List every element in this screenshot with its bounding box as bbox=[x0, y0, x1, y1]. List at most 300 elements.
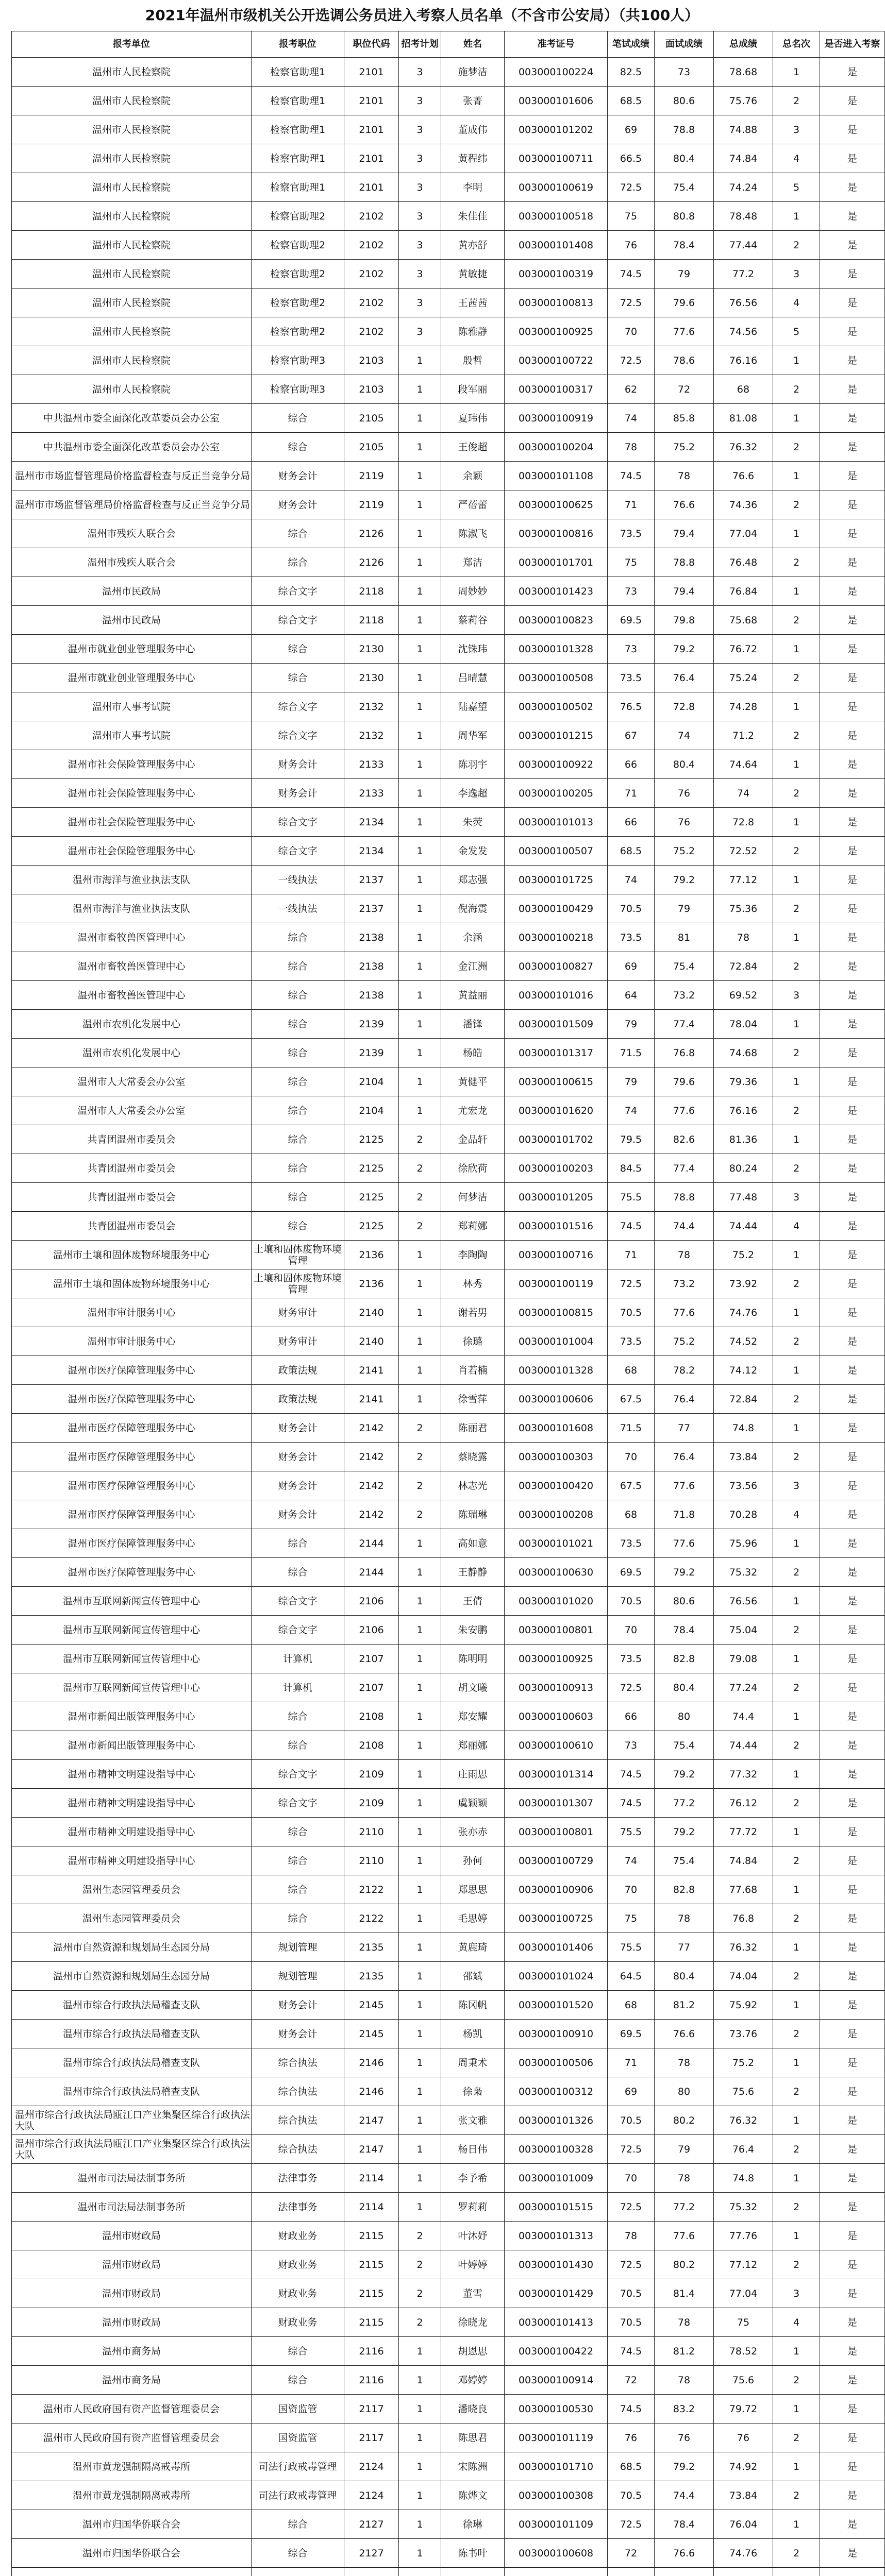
cell-unit: 温州市人民检察院 bbox=[12, 58, 252, 87]
cell-exam-number: 003000100312 bbox=[505, 2077, 608, 2106]
cell-name: 周妙妙 bbox=[441, 577, 505, 606]
cell-interview-score: 79.2 bbox=[655, 1818, 714, 1846]
cell-interview-score: 79.4 bbox=[655, 519, 714, 548]
cell-inspection: 是 bbox=[820, 952, 885, 981]
cell-unit: 温州市互联网新闻宣传管理中心 bbox=[12, 1587, 252, 1616]
cell-total-score: 75.6 bbox=[714, 2366, 773, 2395]
table-row bbox=[12, 519, 885, 548]
cell-plan: 1 bbox=[399, 2510, 441, 2539]
header-position-code: 职位代码 bbox=[344, 31, 399, 58]
cell-name: 庄雨思 bbox=[441, 1760, 505, 1789]
cell-exam-number bbox=[505, 2568, 608, 2576]
cell-total-score: 72.52 bbox=[714, 837, 773, 866]
cell-total-score: 74.36 bbox=[714, 490, 773, 519]
cell-exam-number: 003000101326 bbox=[505, 2106, 608, 2135]
cell-exam-number: 003000101109 bbox=[505, 2510, 608, 2539]
header-unit: 报考单位 bbox=[12, 31, 252, 58]
cell-inspection: 是 bbox=[820, 490, 885, 519]
cell-written-score: 71 bbox=[608, 2048, 655, 2077]
cell-rank: 1 bbox=[773, 1760, 820, 1789]
cell-total-score: 75.2 bbox=[714, 2048, 773, 2077]
cell-position: 综合执法 bbox=[252, 2077, 344, 2106]
cell-written-score: 82.5 bbox=[608, 58, 655, 87]
cell-position: 综合 bbox=[252, 923, 344, 952]
cell-rank: 1 bbox=[773, 1010, 820, 1039]
cell-written-score: 66.5 bbox=[608, 144, 655, 173]
table-row bbox=[12, 1443, 885, 1471]
cell-written-score: 74 bbox=[608, 866, 655, 894]
cell-inspection: 是 bbox=[820, 1760, 885, 1789]
cell-total-score: 74.88 bbox=[714, 115, 773, 144]
cell-plan: 1 bbox=[399, 2395, 441, 2424]
cell-unit: 温州市畜牧兽医管理中心 bbox=[12, 923, 252, 952]
table-row bbox=[12, 231, 885, 260]
cell-rank: 2 bbox=[773, 2250, 820, 2279]
table-row bbox=[12, 1616, 885, 1645]
cell-interview-score: 79.2 bbox=[655, 1558, 714, 1587]
cell-inspection: 是 bbox=[820, 1500, 885, 1529]
cell-inspection: 是 bbox=[820, 1471, 885, 1500]
cell-exam-number: 003000101701 bbox=[505, 548, 608, 577]
cell-plan: 1 bbox=[399, 1587, 441, 1616]
cell-position: 检察官助理1 bbox=[252, 58, 344, 87]
cell-rank: 1 bbox=[773, 635, 820, 664]
cell-position: 财政业务 bbox=[252, 2279, 344, 2308]
cell-exam-number: 003000100630 bbox=[505, 1558, 608, 1587]
cell-written-score: 72 bbox=[608, 2539, 655, 2568]
cell-exam-number: 003000101313 bbox=[505, 2222, 608, 2250]
cell-total-score: 76.12 bbox=[714, 1789, 773, 1818]
cell-unit: 温州市就业创业管理服务中心 bbox=[12, 635, 252, 664]
cell-position-code: 2137 bbox=[344, 866, 399, 894]
cell-rank: 1 bbox=[773, 808, 820, 837]
cell-total-score: 74.64 bbox=[714, 750, 773, 779]
cell-interview-score: 72.8 bbox=[655, 692, 714, 721]
cell-unit: 温州市市场监督管理局价格监督检查与反正当竞争分局 bbox=[12, 490, 252, 519]
cell-unit: 温州市新闻出版管理服务中心 bbox=[12, 1731, 252, 1760]
cell-rank: 2 bbox=[773, 1385, 820, 1414]
cell-position-code: 2127 bbox=[344, 2539, 399, 2568]
cell-total-score: 80.24 bbox=[714, 1154, 773, 1183]
cell-position: 综合 bbox=[252, 1875, 344, 1904]
cell-unit: 温州市互联网新闻宣传管理中心 bbox=[12, 1645, 252, 1673]
cell-total-score: 75.68 bbox=[714, 606, 773, 635]
cell-total-score: 77.76 bbox=[714, 2222, 773, 2250]
cell-inspection: 是 bbox=[820, 1673, 885, 1702]
table-row bbox=[12, 721, 885, 750]
cell-position-code: 2107 bbox=[344, 1645, 399, 1673]
cell-rank: 1 bbox=[773, 2510, 820, 2539]
cell-inspection: 是 bbox=[820, 1212, 885, 1241]
cell-exam-number: 003000101520 bbox=[505, 1991, 608, 2020]
cell-inspection: 是 bbox=[820, 1818, 885, 1846]
cell-written-score: 68 bbox=[608, 1500, 655, 1529]
cell-inspection: 是 bbox=[820, 2395, 885, 2424]
cell-exam-number: 003000100914 bbox=[505, 2366, 608, 2395]
cell-inspection: 是 bbox=[820, 375, 885, 404]
cell-total-score: 74.68 bbox=[714, 1039, 773, 1067]
table-row bbox=[12, 346, 885, 375]
cell-position: 财政业务 bbox=[252, 2308, 344, 2337]
cell-position: 检察官助理1 bbox=[252, 115, 344, 144]
cell-exam-number: 003000100906 bbox=[505, 1875, 608, 1904]
cell-unit: 温州市土壤和固体废物环境服务中心 bbox=[12, 1269, 252, 1298]
cell-rank: 2 bbox=[773, 2366, 820, 2395]
cell-interview-score: 78.8 bbox=[655, 1183, 714, 1212]
table-row bbox=[12, 692, 885, 721]
cell-exam-number: 003000100615 bbox=[505, 1067, 608, 1096]
cell-interview-score: 78 bbox=[655, 1241, 714, 1269]
cell-position: 检察官助理1 bbox=[252, 144, 344, 173]
cell-total-score: 76.48 bbox=[714, 548, 773, 577]
cell-rank: 2 bbox=[773, 1673, 820, 1702]
cell-inspection: 是 bbox=[820, 2510, 885, 2539]
cell-written-score: 72.5 bbox=[608, 346, 655, 375]
cell-name: 徐欣荷 bbox=[441, 1154, 505, 1183]
cell-unit: 温州市互联网新闻宣传管理中心 bbox=[12, 1673, 252, 1702]
cell-name: 李明 bbox=[441, 173, 505, 202]
cell-written-score: 75.5 bbox=[608, 1818, 655, 1846]
cell-rank: 2 bbox=[773, 1443, 820, 1471]
cell-name: 殷哲 bbox=[441, 346, 505, 375]
cell-total-score: 74.28 bbox=[714, 692, 773, 721]
cell-name: 郑安耀 bbox=[441, 1702, 505, 1731]
cell-position: 检察官助理2 bbox=[252, 289, 344, 317]
cell-position-code: 2122 bbox=[344, 1904, 399, 1933]
cell-position-code: 2140 bbox=[344, 1298, 399, 1327]
header-name: 姓名 bbox=[441, 31, 505, 58]
cell-total-score: 73.76 bbox=[714, 2020, 773, 2048]
cell-position bbox=[252, 2568, 344, 2576]
cell-position: 综合文字 bbox=[252, 721, 344, 750]
cell-total-score: 68 bbox=[714, 375, 773, 404]
cell-name: 王茜茜 bbox=[441, 289, 505, 317]
cell-position: 财务会计 bbox=[252, 1991, 344, 2020]
cell-position: 综合 bbox=[252, 1096, 344, 1125]
cell-written-score: 67 bbox=[608, 721, 655, 750]
cell-plan: 1 bbox=[399, 548, 441, 577]
cell-exam-number: 003000100925 bbox=[505, 1645, 608, 1673]
cell-interview-score: 78 bbox=[655, 2048, 714, 2077]
cell-unit: 温州市社会保险管理服务中心 bbox=[12, 779, 252, 808]
cell-written-score: 72.5 bbox=[608, 2510, 655, 2539]
cell-written-score: 75 bbox=[608, 548, 655, 577]
cell-inspection: 是 bbox=[820, 2048, 885, 2077]
cell-name: 郑莉娜 bbox=[441, 1212, 505, 1241]
cell-total-score: 73.84 bbox=[714, 2481, 773, 2510]
cell-written-score: 73.5 bbox=[608, 1645, 655, 1673]
cell-position: 综合文字 bbox=[252, 1616, 344, 1645]
cell-total-score: 75.2 bbox=[714, 1241, 773, 1269]
cell-unit: 温州生态园管理委员会 bbox=[12, 1875, 252, 1904]
cell-rank: 2 bbox=[773, 2020, 820, 2048]
cell-interview-score: 77.6 bbox=[655, 1298, 714, 1327]
cell-name: 黄敏捷 bbox=[441, 260, 505, 289]
table-row bbox=[12, 433, 885, 462]
cell-unit: 温州市司法局法制事务所 bbox=[12, 2193, 252, 2222]
table-row bbox=[12, 2279, 885, 2308]
cell-plan: 3 bbox=[399, 260, 441, 289]
cell-interview-score: 77 bbox=[655, 1414, 714, 1443]
cell-rank: 1 bbox=[773, 1875, 820, 1904]
cell-written-score: 76 bbox=[608, 2424, 655, 2452]
cell-interview-score: 78.6 bbox=[655, 346, 714, 375]
cell-inspection: 是 bbox=[820, 144, 885, 173]
cell-plan: 1 bbox=[399, 1529, 441, 1558]
cell-name: 张亦赤 bbox=[441, 1818, 505, 1846]
cell-name: 黄健平 bbox=[441, 1067, 505, 1096]
cell-rank: 2 bbox=[773, 1789, 820, 1818]
cell-unit: 温州市归国华侨联合会 bbox=[12, 2539, 252, 2568]
cell-exam-number: 003000101108 bbox=[505, 462, 608, 490]
cell-position: 规划管理 bbox=[252, 1962, 344, 1991]
cell-written-score: 72.5 bbox=[608, 289, 655, 317]
cell-unit: 共青团温州市委员会 bbox=[12, 1212, 252, 1241]
cell-name: 王静静 bbox=[441, 1558, 505, 1587]
cell-total-score: 76.56 bbox=[714, 1587, 773, 1616]
cell-inspection: 是 bbox=[820, 1269, 885, 1298]
cell-interview-score: 72 bbox=[655, 375, 714, 404]
cell-unit: 温州市人民检察院 bbox=[12, 173, 252, 202]
cell-plan: 1 bbox=[399, 866, 441, 894]
cell-position: 综合 bbox=[252, 2366, 344, 2395]
cell-written-score: 68 bbox=[608, 1356, 655, 1385]
cell-name: 黄程纬 bbox=[441, 144, 505, 173]
cell-unit: 温州市社会保险管理服务中心 bbox=[12, 837, 252, 866]
cell-name: 余颖 bbox=[441, 462, 505, 490]
cell-interview-score: 78 bbox=[655, 2308, 714, 2337]
cell-interview-score: 80.8 bbox=[655, 202, 714, 231]
cell-position-code: 2142 bbox=[344, 1443, 399, 1471]
cell-rank: 2 bbox=[773, 779, 820, 808]
cell-name: 张文雅 bbox=[441, 2106, 505, 2135]
cell-exam-number: 003000100530 bbox=[505, 2395, 608, 2424]
cell-position: 财务会计 bbox=[252, 1443, 344, 1471]
cell-written-score: 74 bbox=[608, 1096, 655, 1125]
cell-written-score: 74 bbox=[608, 1846, 655, 1875]
cell-rank: 2 bbox=[773, 837, 820, 866]
cell-exam-number: 003000100303 bbox=[505, 1443, 608, 1471]
cell-written-score: 69.5 bbox=[608, 1558, 655, 1587]
cell-inspection: 是 bbox=[820, 2452, 885, 2481]
cell-inspection: 是 bbox=[820, 1241, 885, 1269]
cell-plan: 1 bbox=[399, 1846, 441, 1875]
cell-rank: 4 bbox=[773, 2308, 820, 2337]
cell-plan: 2 bbox=[399, 1443, 441, 1471]
cell-rank: 1 bbox=[773, 577, 820, 606]
cell-written-score: 62 bbox=[608, 375, 655, 404]
cell-written-score: 70 bbox=[608, 2164, 655, 2193]
cell-exam-number: 003000100625 bbox=[505, 490, 608, 519]
cell-position: 政策法规 bbox=[252, 1356, 344, 1385]
cell-written-score: 74.5 bbox=[608, 1212, 655, 1241]
cell-plan: 1 bbox=[399, 2020, 441, 2048]
cell-rank: 3 bbox=[773, 2279, 820, 2308]
cell-position: 综合 bbox=[252, 404, 344, 433]
cell-interview-score: 80.6 bbox=[655, 1587, 714, 1616]
cell-name: 王俊超 bbox=[441, 433, 505, 462]
cell-plan: 2 bbox=[399, 2222, 441, 2250]
cell-inspection: 是 bbox=[820, 1039, 885, 1067]
cell-name: 施梦洁 bbox=[441, 58, 505, 87]
cell-rank: 2 bbox=[773, 2481, 820, 2510]
cell-exam-number: 003000100224 bbox=[505, 58, 608, 87]
cell-total-score: 74.56 bbox=[714, 317, 773, 346]
cell-name: 陈明明 bbox=[441, 1645, 505, 1673]
table-row bbox=[12, 144, 885, 173]
cell-plan: 2 bbox=[399, 1500, 441, 1529]
cell-position-code: 2102 bbox=[344, 260, 399, 289]
cell-exam-number: 003000100827 bbox=[505, 952, 608, 981]
cell-position-code: 2137 bbox=[344, 894, 399, 923]
header-written-score: 笔试成绩 bbox=[608, 31, 655, 58]
cell-total-score: 75.96 bbox=[714, 1529, 773, 1558]
cell-unit: 共青团温州市委员会 bbox=[12, 1183, 252, 1212]
cell-plan: 1 bbox=[399, 1356, 441, 1385]
cell-rank: 2 bbox=[773, 1154, 820, 1183]
cell-position: 综合文字 bbox=[252, 1587, 344, 1616]
cell-plan: 1 bbox=[399, 1760, 441, 1789]
cell-total-score: 76.32 bbox=[714, 433, 773, 462]
table-row bbox=[12, 548, 885, 577]
cell-interview-score: 82.8 bbox=[655, 1645, 714, 1673]
cell-interview-score: 81.4 bbox=[655, 2279, 714, 2308]
cell-position: 规划管理 bbox=[252, 1933, 344, 1962]
cell-interview-score: 71.8 bbox=[655, 1500, 714, 1529]
cell-inspection: 是 bbox=[820, 894, 885, 923]
cell-written-score: 70.5 bbox=[608, 1587, 655, 1616]
cell-total-score: 72.8 bbox=[714, 808, 773, 837]
cell-inspection: 是 bbox=[820, 548, 885, 577]
cell-rank: 1 bbox=[773, 692, 820, 721]
cell-position: 综合 bbox=[252, 1529, 344, 1558]
cell-interview-score: 73.2 bbox=[655, 1269, 714, 1298]
table-row bbox=[12, 1529, 885, 1558]
cell-total-score: 75.6 bbox=[714, 2077, 773, 2106]
cell-position-code: 2115 bbox=[344, 2279, 399, 2308]
cell-position: 土壤和固体废物环境管理 bbox=[252, 1269, 344, 1298]
table-row bbox=[12, 1673, 885, 1702]
cell-plan: 1 bbox=[399, 894, 441, 923]
cell-position: 综合 bbox=[252, 1846, 344, 1875]
cell-name: 郑丽娜 bbox=[441, 1731, 505, 1760]
cell-position: 司法行政戒毒管理 bbox=[252, 2452, 344, 2481]
cell-plan: 1 bbox=[399, 952, 441, 981]
table-row bbox=[12, 1962, 885, 1991]
header-exam-number: 准考证号 bbox=[505, 31, 608, 58]
cell-position: 综合文字 bbox=[252, 808, 344, 837]
cell-interview-score: 75.2 bbox=[655, 837, 714, 866]
cell-position: 财务审计 bbox=[252, 1298, 344, 1327]
cell-total-score: 74.04 bbox=[714, 1962, 773, 1991]
cell-plan: 2 bbox=[399, 1183, 441, 1212]
cell-plan: 1 bbox=[399, 490, 441, 519]
cell-exam-number: 003000101021 bbox=[505, 1529, 608, 1558]
cell-written-score: 67.5 bbox=[608, 1471, 655, 1500]
cell-position-code: 2144 bbox=[344, 1558, 399, 1587]
table-row bbox=[12, 2452, 885, 2481]
cell-written-score: 75.5 bbox=[608, 1183, 655, 1212]
cell-interview-score: 79.6 bbox=[655, 1067, 714, 1096]
cell-plan: 1 bbox=[399, 1298, 441, 1327]
cell-written-score: 66 bbox=[608, 750, 655, 779]
cell-rank: 3 bbox=[773, 1183, 820, 1212]
cell-position: 综合执法 bbox=[252, 2048, 344, 2077]
cell-name: 金发发 bbox=[441, 837, 505, 866]
cell-interview-score: 76 bbox=[655, 779, 714, 808]
cell-inspection: 是 bbox=[820, 2222, 885, 2250]
cell-name: 邵斌 bbox=[441, 1962, 505, 1991]
cell-rank: 1 bbox=[773, 1702, 820, 1731]
cell-total-score: 77.48 bbox=[714, 1183, 773, 1212]
cell-rank: 1 bbox=[773, 202, 820, 231]
cell-plan: 1 bbox=[399, 606, 441, 635]
header-rank: 总名次 bbox=[773, 31, 820, 58]
cell-rank: 1 bbox=[773, 1414, 820, 1443]
table-row bbox=[12, 750, 885, 779]
cell-interview-score: 76.4 bbox=[655, 1443, 714, 1471]
cell-inspection: 是 bbox=[820, 2020, 885, 2048]
cell-exam-number: 003000101423 bbox=[505, 577, 608, 606]
table-row bbox=[12, 1327, 885, 1356]
cell-interview-score: 79.2 bbox=[655, 1760, 714, 1789]
cell-position: 综合 bbox=[252, 1010, 344, 1039]
cell-inspection: 是 bbox=[820, 606, 885, 635]
cell-interview-score: 83.2 bbox=[655, 2395, 714, 2424]
cell-position: 综合文字 bbox=[252, 606, 344, 635]
cell-interview-score: 78.8 bbox=[655, 548, 714, 577]
cell-rank: 1 bbox=[773, 2164, 820, 2193]
candidate-table bbox=[11, 31, 885, 2576]
cell-rank: 1 bbox=[773, 1587, 820, 1616]
cell-exam-number: 003000100913 bbox=[505, 1673, 608, 1702]
cell-position: 综合 bbox=[252, 519, 344, 548]
cell-inspection: 是 bbox=[820, 2135, 885, 2164]
table-row bbox=[12, 1500, 885, 1529]
cell-unit: 温州市畜牧兽医管理中心 bbox=[12, 981, 252, 1010]
cell-plan: 1 bbox=[399, 1904, 441, 1933]
cell-total-score: 73.56 bbox=[714, 1471, 773, 1500]
cell-written-score: 72 bbox=[608, 2366, 655, 2395]
cell-name: 毛思婷 bbox=[441, 1904, 505, 1933]
cell-interview-score: 80.4 bbox=[655, 144, 714, 173]
table-row bbox=[12, 1933, 885, 1962]
cell-position-code: 2141 bbox=[344, 1356, 399, 1385]
cell-total-score: 76.32 bbox=[714, 1933, 773, 1962]
table-row bbox=[12, 462, 885, 490]
cell-interview-score: 74.4 bbox=[655, 1212, 714, 1241]
table-row bbox=[12, 2164, 885, 2193]
table-row bbox=[12, 2106, 885, 2135]
cell-position-code: 2117 bbox=[344, 2424, 399, 2452]
table-row bbox=[12, 2308, 885, 2337]
cell-inspection: 是 bbox=[820, 1154, 885, 1183]
cell-exam-number: 003000101606 bbox=[505, 87, 608, 115]
cell-unit: 温州市商务局 bbox=[12, 2337, 252, 2366]
cell-exam-number: 003000101016 bbox=[505, 981, 608, 1010]
cell-plan: 2 bbox=[399, 2250, 441, 2279]
cell-inspection: 是 bbox=[820, 1616, 885, 1645]
cell-name: 杨日伟 bbox=[441, 2135, 505, 2164]
cell-position-code bbox=[344, 2568, 399, 2576]
cell-position: 综合文字 bbox=[252, 1760, 344, 1789]
table-row bbox=[12, 1298, 885, 1327]
cell-written-score: 75 bbox=[608, 1904, 655, 1933]
cell-written-score: 71 bbox=[608, 490, 655, 519]
cell-name: 陈羽宇 bbox=[441, 750, 505, 779]
cell-rank: 3 bbox=[773, 260, 820, 289]
cell-name: 余涵 bbox=[441, 923, 505, 952]
